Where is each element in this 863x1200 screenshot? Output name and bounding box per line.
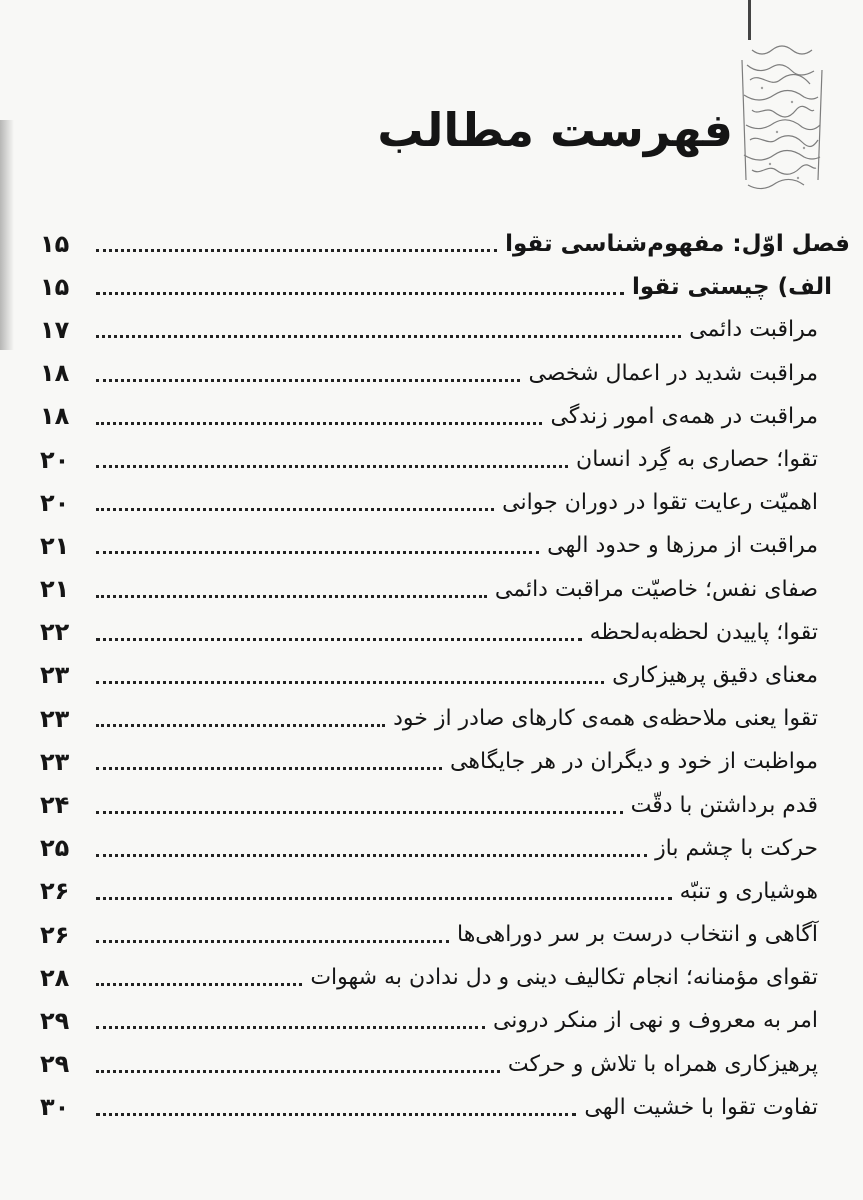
toc-entry-page-number: ۲۳ — [40, 747, 70, 776]
dot-leader — [96, 1113, 576, 1116]
calligraphic-ornament-icon — [732, 40, 832, 200]
toc-entry-page-number: ۲۰ — [40, 488, 70, 517]
toc-entry-page-number: ۲۲ — [40, 618, 70, 647]
toc-entry-label: امر به معروف و نهی از منکر درونی — [492, 1008, 818, 1034]
dot-leader — [96, 854, 647, 857]
toc-entry-label: مواظبت از خود و دیگران در هر جایگاهی — [450, 749, 818, 775]
toc-entry-page-number: ۱۷ — [40, 315, 70, 344]
toc-entry-page-number: ۲۶ — [40, 920, 70, 949]
toc-entry-label: تقوا؛ پاییدن لحظه‌به‌لحظه — [589, 619, 818, 645]
toc-entry-label: مراقبت از مرزها و حدود الهی — [547, 533, 818, 559]
toc-entry — [40, 913, 850, 956]
dot-leader — [96, 465, 568, 468]
toc-entry-page-number: ۲۳ — [40, 661, 70, 690]
toc-entry — [40, 1086, 850, 1129]
top-vertical-rule — [748, 0, 751, 40]
toc-entry — [40, 654, 850, 697]
toc-entry — [40, 827, 850, 870]
toc-entry-label: مراقبت دائمی — [689, 317, 818, 343]
dot-leader — [96, 335, 681, 338]
toc-entry — [40, 697, 850, 740]
toc-entry — [40, 783, 850, 826]
dot-leader — [96, 940, 449, 943]
toc-entry-page-number: ۲۳ — [40, 704, 70, 733]
toc-entry — [40, 481, 850, 524]
toc-entry-page-number: ۲۶ — [40, 877, 70, 906]
toc-entry-page-number: ۲۱ — [40, 531, 70, 560]
toc-entry — [40, 222, 850, 265]
toc-entry-label: پرهیزکاری همراه با تلاش و حرکت — [507, 1051, 818, 1077]
toc-entry-label: تقوا؛ حصاری به گِرد انسان — [576, 447, 818, 473]
dot-leader — [96, 1026, 485, 1029]
toc-entry-page-number: ۱۸ — [40, 359, 70, 388]
toc-entry — [40, 740, 850, 783]
dot-leader — [96, 595, 487, 598]
toc-entry — [40, 265, 850, 308]
toc-entry — [40, 568, 850, 611]
toc-entry — [40, 611, 850, 654]
toc-entry — [40, 956, 850, 999]
page-spine-shadow — [0, 120, 14, 350]
toc-entry-label: آگاهی و انتخاب درست بر سر دوراهی‌ها — [457, 922, 818, 948]
toc-entry-label: معنای دقیق پرهیزکاری — [612, 662, 818, 688]
dot-leader — [96, 767, 442, 770]
dot-leader — [96, 292, 624, 295]
toc-entry — [40, 1043, 850, 1086]
dot-leader — [96, 638, 582, 641]
toc-entry — [40, 395, 850, 438]
dot-leader — [96, 379, 520, 382]
toc-entry — [40, 352, 850, 395]
table-of-contents — [40, 222, 850, 1129]
toc-entry-page-number: ۲۹ — [40, 1006, 70, 1035]
toc-entry-label: الف) چیستی تقوا — [632, 273, 832, 300]
toc-entry-label: حرکت با چشم باز — [655, 835, 818, 861]
toc-entry-page-number: ۳۰ — [40, 1093, 70, 1122]
toc-entry-label: صفای نفس؛ خاصیّت مراقبت دائمی — [494, 576, 818, 602]
toc-entry-label: فصل اوّل: مفهوم‌شناسی تقوا — [505, 230, 850, 257]
toc-entry-label: قدم برداشتن با دقّت — [630, 792, 818, 818]
toc-entry-label: مراقبت در همه‌ی امور زندگی — [550, 403, 818, 429]
dot-leader — [96, 422, 542, 425]
dot-leader — [96, 508, 494, 511]
toc-entry-page-number: ۱۵ — [40, 229, 70, 258]
page-title: فهرست مطالب — [377, 103, 733, 157]
toc-entry-page-number: ۱۵ — [40, 272, 70, 301]
toc-entry-page-number: ۲۱ — [40, 575, 70, 604]
toc-entry-label: تفاوت تقوا با خشیت الهی — [584, 1094, 818, 1120]
toc-entry — [40, 999, 850, 1042]
dot-leader — [96, 551, 539, 554]
dot-leader — [96, 681, 604, 684]
toc-entry-page-number: ۱۸ — [40, 402, 70, 431]
toc-entry-label: هوشیاری و تنبّه — [679, 878, 818, 904]
dot-leader — [96, 724, 385, 727]
toc-entry — [40, 870, 850, 913]
dot-leader — [96, 1070, 500, 1073]
dot-leader — [96, 897, 672, 900]
toc-entry-page-number: ۲۹ — [40, 1050, 70, 1079]
dot-leader — [96, 249, 497, 252]
toc-entry-page-number: ۲۸ — [40, 963, 70, 992]
toc-entry-label: تقوای مؤمنانه؛ انجام تکالیف دینی و دل ندادن به شهوات — [310, 965, 818, 991]
toc-entry — [40, 524, 850, 567]
toc-entry-page-number: ۲۵ — [40, 834, 70, 863]
dot-leader — [96, 811, 623, 814]
toc-entry-label: اهمیّت رعایت تقوا در دوران جوانی — [502, 490, 818, 516]
toc-entry-page-number: ۲۰ — [40, 445, 70, 474]
toc-entry — [40, 438, 850, 481]
toc-entry — [40, 308, 850, 351]
toc-entry-label: تقوا یعنی ملاحظه‌ی همه‌ی کارهای صادر از خود — [393, 706, 818, 732]
dot-leader — [96, 983, 302, 986]
toc-entry-label: مراقبت شدید در اعمال شخصی — [528, 360, 818, 386]
toc-entry-page-number: ۲۴ — [40, 791, 70, 820]
